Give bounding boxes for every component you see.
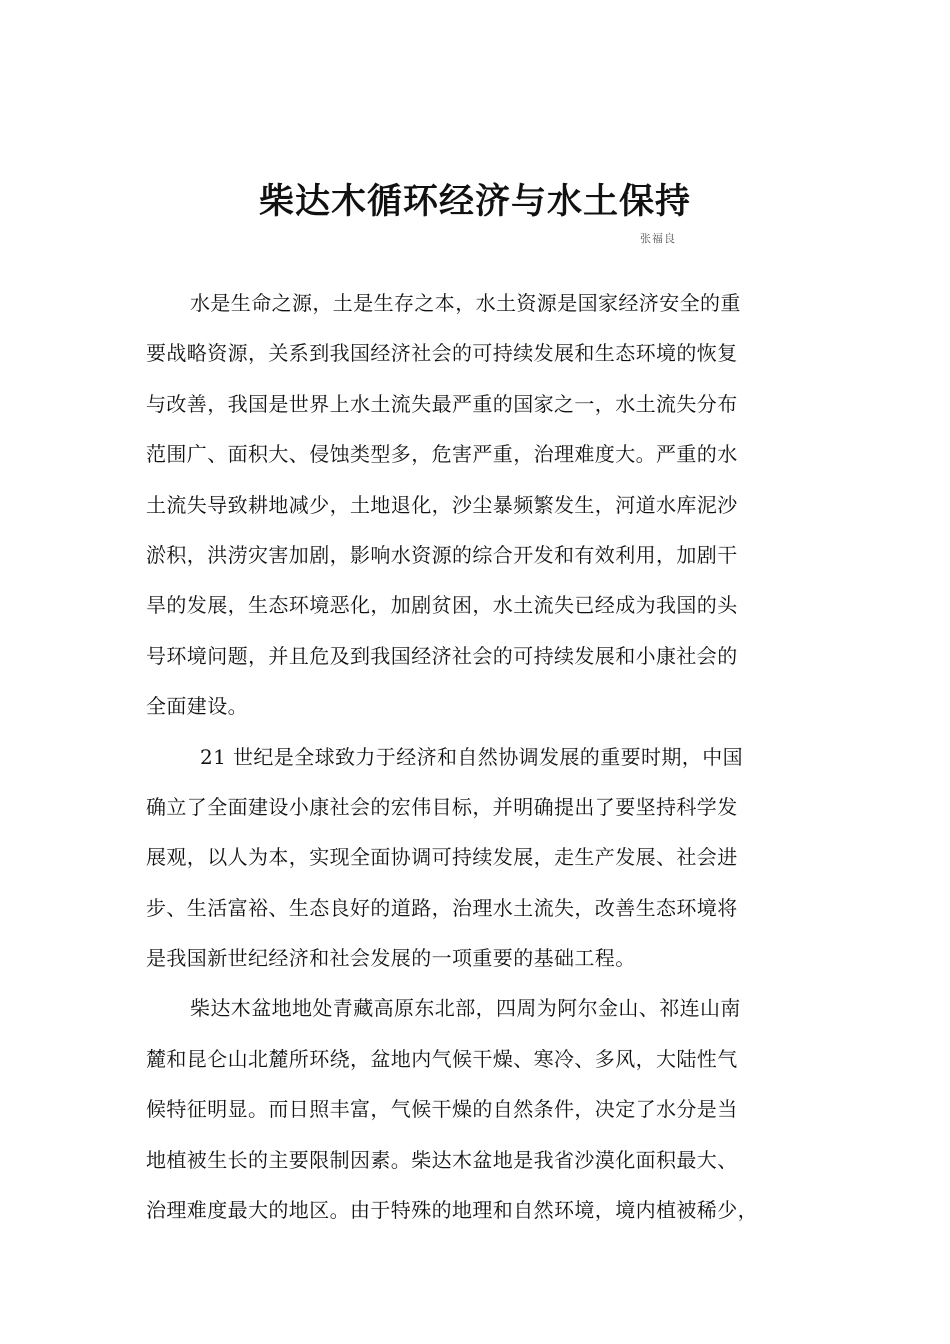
- document-title: 柴达木循环经济与水土保持: [258, 182, 691, 222]
- paragraph-line: 治理难度最大的地区。由于特殊的地理和自然环境，境内植被稀少，: [146, 1198, 758, 1223]
- paragraph-line: 展观，以人为本，实现全面协调可持续发展，走生产发展、社会进: [146, 845, 738, 870]
- paragraph-line: 麓和昆仑山北麓所环绕，盆地内气候干燥、寒冷、多风，大陆性气: [146, 1046, 738, 1071]
- paragraph-line: 淤积，洪涝灾害加剧，影响水资源的综合开发和有效利用，加剧干: [146, 542, 738, 567]
- paragraph-line: 步、生活富裕、生态良好的道路，治理水土流失，改善生态环境将: [146, 895, 738, 920]
- paragraph-line: 候特征明显。而日照丰富，气候干燥的自然条件，决定了水分是当: [146, 1097, 738, 1122]
- paragraph-line: 21 世纪是全球致力于经济和自然协调发展的重要时期，中国: [200, 744, 744, 769]
- paragraph-line: 柴达木盆地地处青藏高原东北部，四周为阿尔金山、祁连山南: [190, 996, 741, 1021]
- paragraph-line: 水是生命之源，土是生存之本，水土资源是国家经济安全的重: [190, 291, 741, 315]
- paragraph-1: [146, 280, 826, 734]
- document-body: [146, 280, 826, 1237]
- paragraph-line: 要战略资源，关系到我国经济社会的可持续发展和生态环境的恢复: [146, 341, 738, 366]
- paragraph-line: 地植被生长的主要限制因素。柴达木盆地是我省沙漠化面积最大、: [146, 1147, 738, 1172]
- paragraph-3: [146, 985, 826, 1237]
- paragraph-line: 是我国新世纪经济和社会发展的一项重要的基础工程。: [146, 946, 636, 971]
- paragraph-line: 旱的发展，生态环境恶化，加剧贫困，水土流失已经成为我国的头: [146, 593, 738, 618]
- paragraph-2: [146, 734, 826, 986]
- paragraph-line: 与改善，我国是世界上水土流失最严重的国家之一，水土流失分布: [146, 391, 738, 416]
- paragraph-line: 号环境问题，并且危及到我国经济社会的可持续发展和小康社会的: [146, 643, 738, 668]
- paragraph-line: 确立了全面建设小康社会的宏伟目标，并明确提出了要坚持科学发: [146, 794, 738, 819]
- document-author: 张福良: [640, 232, 676, 245]
- paragraph-line: 范围广、面积大、侵蚀类型多，危害严重，治理难度大。严重的水: [146, 442, 738, 467]
- paragraph-line: 土流失导致耕地减少，土地退化，沙尘暴频繁发生，河道水库泥沙: [146, 492, 738, 517]
- paragraph-line: 全面建设。: [146, 694, 248, 719]
